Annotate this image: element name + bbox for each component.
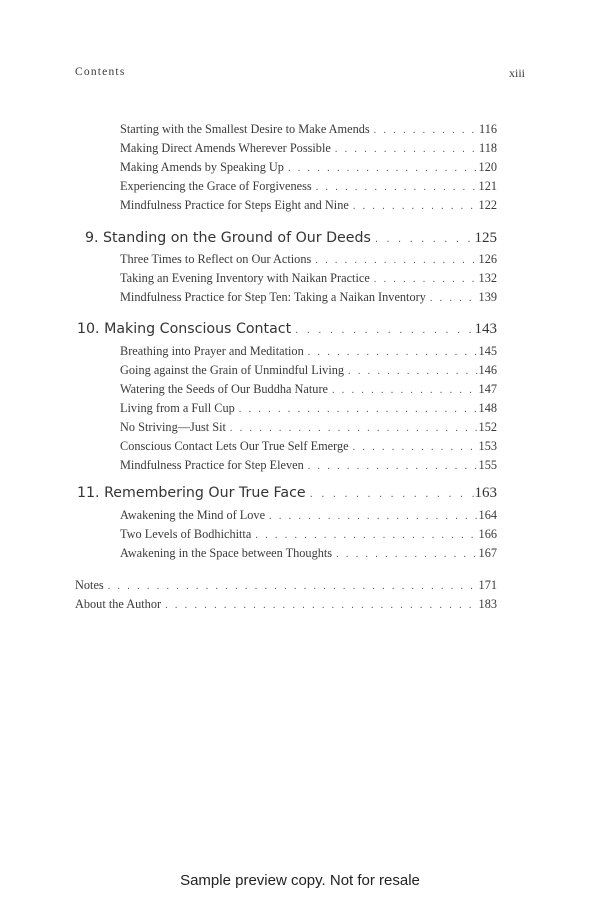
- chapter-title: 10. Making Conscious Contact: [77, 321, 292, 337]
- toc-entry-title: No Striving—Just Sit: [120, 420, 226, 434]
- dot-leader: [349, 439, 479, 455]
- toc-entry: [120, 178, 497, 195]
- dot-leader: [344, 363, 479, 379]
- toc-entry: [120, 526, 497, 543]
- toc-entry: [120, 140, 497, 157]
- toc-entry-title: Starting with the Smallest Desire to Make Amends: [120, 122, 370, 136]
- toc-chapter-heading: [77, 483, 497, 503]
- toc-entry-title: Awakening the Mind of Love: [120, 508, 266, 522]
- dot-leader: [306, 485, 475, 503]
- backmatter-page: 171: [478, 578, 497, 592]
- toc-entry-page: 164: [478, 508, 497, 522]
- toc-entry-page: 167: [478, 546, 497, 560]
- toc-entry-title: Conscious Contact Lets Our True Self Emerge: [120, 439, 349, 453]
- dot-leader: [371, 230, 475, 248]
- dot-leader: [226, 420, 479, 436]
- toc-entry-title: Three Times to Reflect on Our Actions: [120, 252, 312, 266]
- dot-leader: [304, 344, 479, 360]
- dot-leader: [426, 290, 479, 306]
- preview-watermark: Sample preview copy. Not for resale: [180, 872, 420, 889]
- chapter-page: 163: [474, 485, 497, 501]
- toc-entry-page: 155: [478, 458, 497, 472]
- dot-leader: [304, 458, 479, 474]
- dot-leader: [312, 179, 479, 195]
- dot-leader: [291, 321, 474, 339]
- toc-entry-title: Mindfulness Practice for Step Eleven: [120, 458, 304, 472]
- toc-entry-page: 153: [478, 439, 497, 453]
- toc-entry-title: Making Direct Amends Wherever Possible: [120, 141, 331, 155]
- toc-entry: [120, 381, 497, 398]
- dot-leader: [251, 527, 478, 543]
- toc-entry: [120, 121, 497, 138]
- toc-entry-title: Watering the Seeds of Our Buddha Nature: [120, 382, 328, 396]
- dot-leader: [284, 160, 479, 176]
- chapter-title: 11. Remembering Our True Face: [77, 485, 306, 501]
- toc-entry-page: 139: [478, 290, 497, 304]
- dot-leader: [332, 546, 478, 562]
- toc-entry: [120, 438, 497, 455]
- dot-leader: [311, 252, 478, 268]
- dot-leader: [104, 578, 479, 594]
- chapter-title: 9. Standing on the Ground of Our Deeds: [85, 230, 371, 246]
- toc-entry-page: 132: [478, 271, 497, 285]
- toc-entry-page: 118: [479, 141, 497, 155]
- dot-leader: [370, 122, 479, 138]
- dot-leader: [235, 401, 479, 417]
- backmatter-page: 183: [478, 597, 497, 611]
- toc-entry: [120, 289, 497, 306]
- toc-chapter-heading: [85, 228, 497, 248]
- toc-entry-page: 147: [478, 382, 497, 396]
- toc-entry-page: 126: [478, 252, 497, 266]
- toc-entry: [120, 457, 497, 474]
- toc-entry: [120, 545, 497, 562]
- backmatter-title: Notes: [75, 578, 104, 592]
- toc-entry-title: Awakening in the Space between Thoughts: [120, 546, 333, 560]
- dot-leader: [331, 141, 479, 157]
- toc-entry: [120, 251, 497, 268]
- toc-entry-page: 122: [478, 198, 497, 212]
- dot-leader: [370, 271, 479, 287]
- toc-entry: [120, 197, 497, 214]
- dot-leader: [161, 597, 478, 613]
- toc-entry-title: Two Levels of Bodhichitta: [120, 527, 252, 541]
- dot-leader: [265, 508, 479, 524]
- chapter-page: 143: [474, 321, 497, 337]
- page-number: xiii: [508, 66, 525, 80]
- toc-entry-title: Living from a Full Cup: [120, 401, 235, 415]
- dot-leader: [349, 198, 479, 214]
- toc-entry-title: Going against the Grain of Unmindful Living: [120, 363, 345, 377]
- toc-entry-page: 148: [478, 401, 497, 415]
- toc-entry-title: Mindfulness Practice for Step Ten: Taking a Naikan Inventory: [120, 290, 426, 304]
- toc-entry-page: 120: [478, 160, 497, 174]
- toc-entry-title: Making Amends by Speaking Up: [120, 160, 284, 174]
- toc-entry-title: Experiencing the Grace of Forgiveness: [120, 179, 312, 193]
- toc-entry-page: 152: [478, 420, 497, 434]
- toc-entry-title: Breathing into Prayer and Meditation: [120, 344, 304, 358]
- toc-entry-page: 121: [478, 179, 497, 193]
- toc-entry: [120, 343, 497, 360]
- toc-entry: [120, 362, 497, 379]
- toc-entry: [120, 159, 497, 176]
- toc-chapter-heading: [77, 319, 497, 339]
- toc-entry-page: 166: [478, 527, 497, 541]
- backmatter-title: About the Author: [75, 597, 162, 611]
- toc-backmatter-entry: [75, 577, 497, 594]
- toc-entry: [120, 270, 497, 287]
- toc-entry-page: 145: [478, 344, 497, 358]
- toc-entry: [120, 400, 497, 417]
- toc-backmatter-entry: [75, 596, 497, 613]
- dot-leader: [328, 382, 479, 398]
- toc-entry: [120, 507, 497, 524]
- toc-entry: [120, 419, 497, 436]
- toc-entry-title: Mindfulness Practice for Steps Eight and Nine: [120, 198, 349, 212]
- toc-entry-page: 116: [479, 122, 497, 136]
- running-head: Contents: [75, 66, 126, 78]
- chapter-page: 125: [474, 230, 497, 246]
- toc-entry-page: 146: [478, 363, 497, 377]
- toc-entry-title: Taking an Evening Inventory with Naikan Practice: [120, 271, 370, 285]
